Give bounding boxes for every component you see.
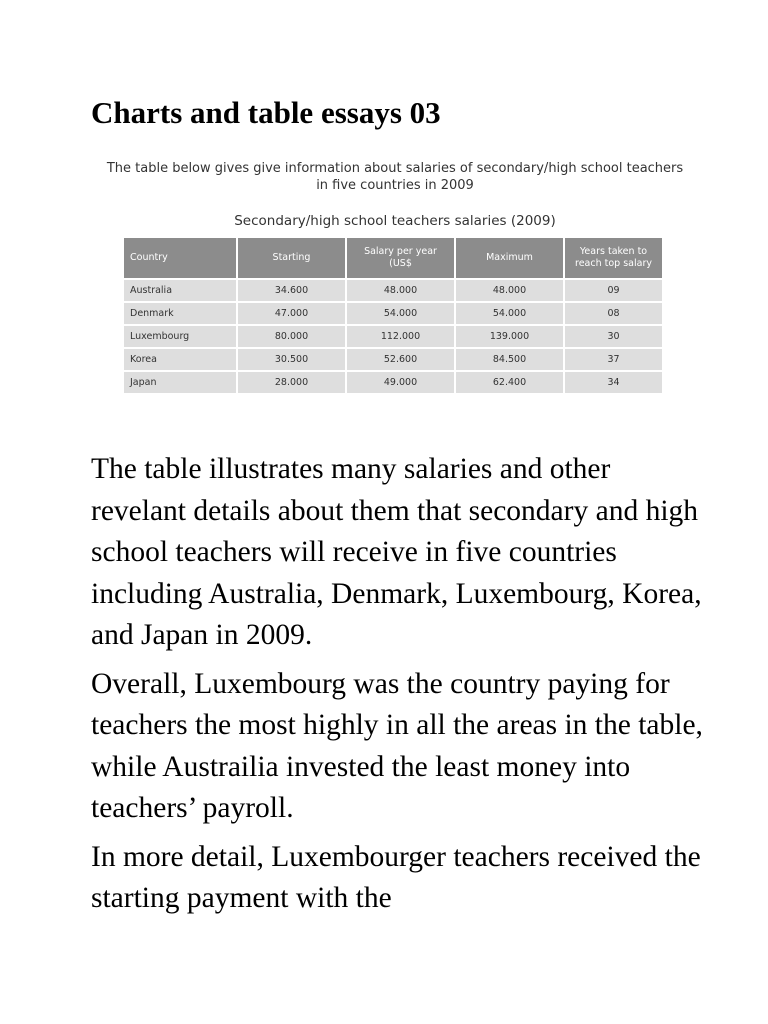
figure-caption bbox=[105, 160, 685, 194]
cell-years: 30 bbox=[565, 326, 662, 347]
cell-maximum: 48.000 bbox=[456, 280, 563, 301]
table-figure bbox=[100, 160, 690, 395]
cell-salary: 112.000 bbox=[347, 326, 454, 347]
essay-paragraph-intro: The table illustrates many salaries and other revelant details about them that secondary and high school teachers will receive in five countries including Australia, Denmark, Luxembourg, Korea, and Japan in 2009. bbox=[91, 453, 702, 651]
header-years bbox=[565, 238, 662, 278]
table-row bbox=[124, 372, 662, 393]
header-salary-line-2: (US$ bbox=[389, 258, 412, 269]
cell-maximum: 54.000 bbox=[456, 303, 563, 324]
cell-years: 09 bbox=[565, 280, 662, 301]
table-row bbox=[124, 349, 662, 370]
cell-maximum: 84.500 bbox=[456, 349, 563, 370]
cell-country: Denmark bbox=[124, 303, 236, 324]
cell-country: Japan bbox=[124, 372, 236, 393]
essay-paragraph-overview: Overall, Luxembourg was the country paying for teachers the most highly in all the areas in the table, while Austrailia invested the least money into teachers’ payroll. bbox=[91, 667, 703, 824]
page-title: Charts and table essays 03 bbox=[91, 95, 441, 130]
cell-maximum: 62.400 bbox=[456, 372, 563, 393]
figure-caption-line-1: The table below gives give information about salaries of secondary/high school teachers bbox=[106, 161, 684, 176]
cell-salary: 52.600 bbox=[347, 349, 454, 370]
cell-years: 08 bbox=[565, 303, 662, 324]
cell-maximum: 139.000 bbox=[456, 326, 563, 347]
header-maximum: Maximum bbox=[456, 238, 563, 278]
header-country: Country bbox=[124, 238, 236, 278]
table-row bbox=[124, 326, 662, 347]
table-row bbox=[124, 303, 662, 324]
cell-starting: 47.000 bbox=[238, 303, 345, 324]
table-row bbox=[124, 280, 662, 301]
cell-country: Australia bbox=[124, 280, 236, 301]
header-years-line-2: reach top salary bbox=[575, 258, 652, 269]
header-years-line-1: Years taken to bbox=[579, 246, 648, 257]
cell-starting: 34.600 bbox=[238, 280, 345, 301]
cell-salary: 48.000 bbox=[347, 280, 454, 301]
essay-body bbox=[91, 449, 711, 927]
cell-country: Korea bbox=[124, 349, 236, 370]
cell-salary: 49.000 bbox=[347, 372, 454, 393]
cell-years: 37 bbox=[565, 349, 662, 370]
table-header-row bbox=[124, 238, 662, 278]
cell-starting: 30.500 bbox=[238, 349, 345, 370]
cell-salary: 54.000 bbox=[347, 303, 454, 324]
table-title: Secondary/high school teachers salaries (2009) bbox=[234, 213, 556, 229]
figure-caption-line-2: in five countries in 2009 bbox=[316, 178, 474, 193]
header-starting: Starting bbox=[238, 238, 345, 278]
cell-starting: 28.000 bbox=[238, 372, 345, 393]
header-salary-per-year bbox=[347, 238, 454, 278]
header-salary-line-1: Salary per year bbox=[364, 246, 437, 257]
salary-table bbox=[122, 236, 664, 395]
cell-years: 34 bbox=[565, 372, 662, 393]
essay-paragraph-detail: In more detail, Luxembourger teachers received the starting payment with the bbox=[91, 840, 701, 914]
cell-starting: 80.000 bbox=[238, 326, 345, 347]
cell-country: Luxembourg bbox=[124, 326, 236, 347]
